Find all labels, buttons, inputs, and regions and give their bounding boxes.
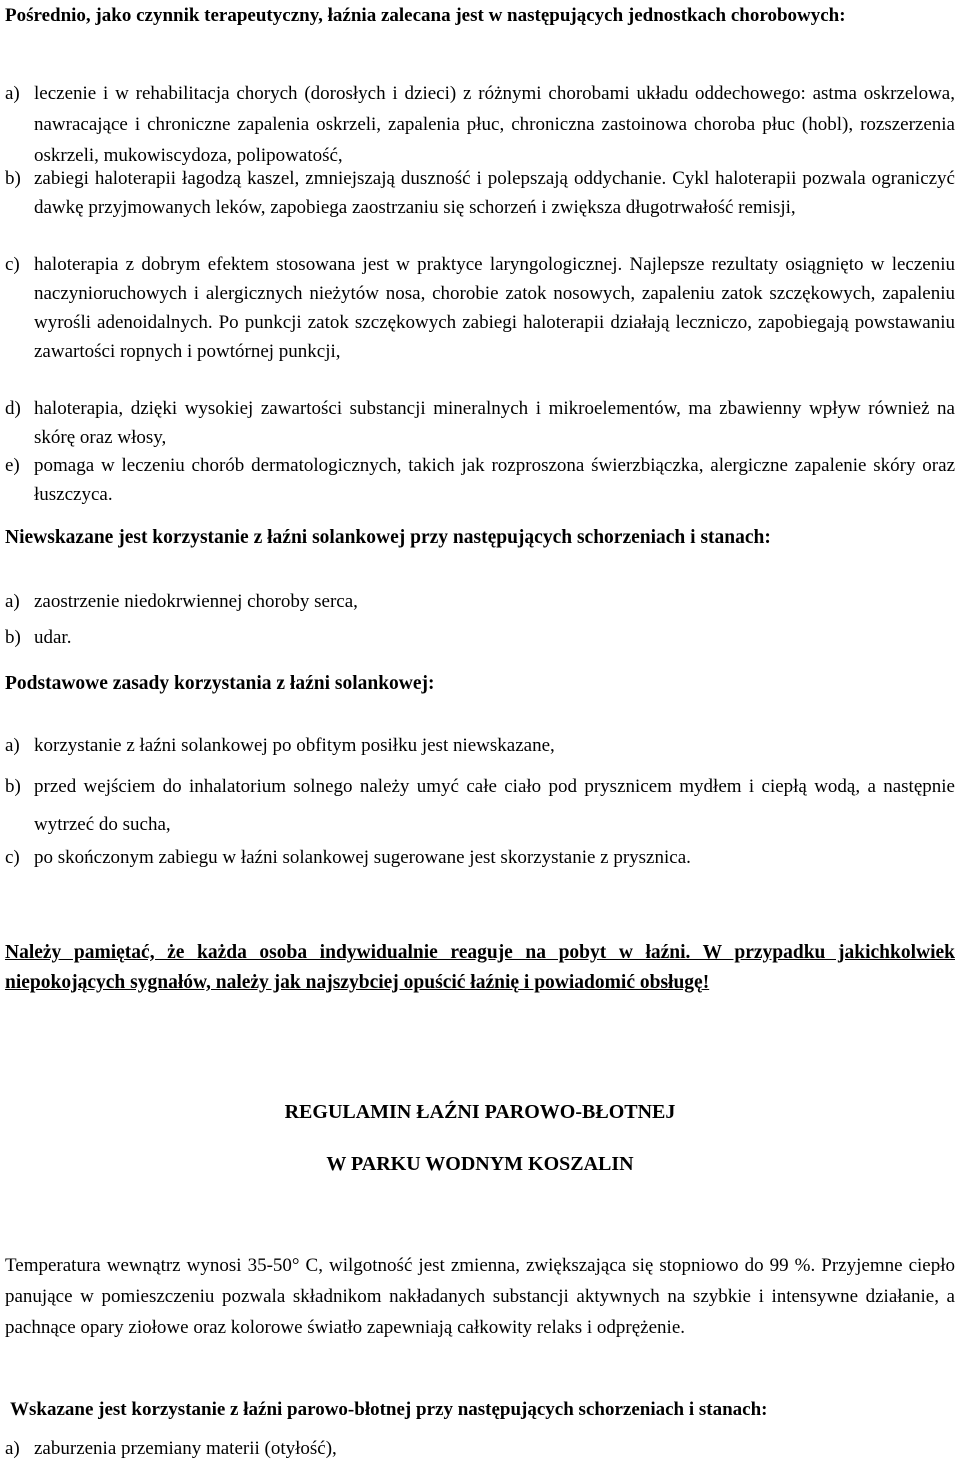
item-text: po skończonym zabiegu w łaźni solankowej sugerowane jest skorzystanie z prysznica.	[34, 847, 691, 868]
item-text: przed wejściem do inhalatorium solnego należy umyć całe ciało pod prysznicem mydłem i ciepłą wodą, a następnie wytrzeć do sucha,	[34, 776, 955, 835]
contraindications-heading: Niewskazane jest korzystanie z łaźni solankowej przy następujących schorzeniach i stanach:	[5, 527, 771, 548]
mud-item-a	[5, 1434, 955, 1464]
indication-item-a	[5, 78, 955, 171]
mud-indications-heading: Wskazane jest korzystanie z łaźni parowo-błotnej przy następujących schorzeniach i stanach:	[10, 1399, 768, 1420]
item-text: zaburzenia przemiany materii (otyłość),	[34, 1438, 337, 1459]
warning-notice: Należy pamiętać, że każda osoba indywidualnie reaguje na pobyt w łaźni. W przypadku jakichkolwiek niepokojących sygnałów, należy jak najszybciej opuścić łaźnię i powiadomić obsługę!	[5, 942, 955, 993]
contra-item-b	[5, 623, 955, 653]
item-text: haloterapia, dzięki wysokiej zawartości substancji mineralnych i mikroelementów, ma zbawienny wpływ również na skórę oraz włosy,	[34, 398, 955, 448]
description-paragraph: Temperatura wewnątrz wynosi 35-50° C, wilgotność jest zmienna, zwiększająca się stopniowo do 99 %. Przyjemne ciepło panujące w pomieszczeniu pozwala składnikom nakładanych substancji aktywnych na szybkie i intensywne działanie, a pachnące opary ziołowe oraz kolorowe światło zapewniają całkowity relaks i odprężenie.	[5, 1255, 955, 1338]
rules-heading: Podstawowe zasady korzystania z łaźni solankowej:	[5, 673, 435, 694]
item-label: b)	[5, 627, 21, 648]
item-label: e)	[5, 455, 20, 476]
rule-item-c	[5, 843, 955, 873]
item-text: haloterapia z dobrym efektem stosowana jest w praktyce laryngologicznej. Najlepsze rezultaty osiągnięto w leczeniu naczynioruchowych i alergicznych nieżytów nosa, chorobie zatok nosowych, zapaleniu zatok szczękowych, zapaleniu wyrośli adenoidalnych. Po punkcji zatok szczękowych zabiegi haloterapii działają leczniczo, zapobiegają powstawaniu zawartości ropnych i powtórnej punkcji,	[34, 254, 955, 362]
rule-item-a	[5, 731, 955, 761]
title-line-1: REGULAMIN ŁAŹNI PAROWO-BŁOTNEJ	[284, 1101, 676, 1123]
item-text: pomaga w leczeniu chorób dermatologicznych, takich jak rozproszona świerzbiączka, alergiczne zapalenie skóry oraz łuszczyca.	[34, 455, 955, 505]
item-label: a)	[5, 1438, 20, 1459]
item-label: a)	[5, 591, 20, 612]
contra-item-a	[5, 587, 955, 617]
item-label: b)	[5, 776, 21, 797]
intro-paragraph: Pośrednio, jako czynnik terapeutyczny, łaźnia zalecana jest w następujących jednostkach chorobowych:	[5, 5, 846, 26]
item-label: a)	[5, 735, 20, 756]
item-label: a)	[5, 83, 20, 104]
item-text: leczenie i w rehabilitacja chorych (dorosłych i dzieci) z różnymi chorobami układu oddechowego: astma oskrzelowa, nawracające i chroniczne zapalenia oskrzeli, zapalenia płuc, chroniczna zastoinowa choroba płuc (hobl), rozszerzenia oskrzeli, mukowiscydoza, polipowatość,	[34, 83, 955, 166]
item-label: b)	[5, 168, 21, 189]
indication-item-d	[5, 394, 955, 452]
rule-item-b	[5, 768, 955, 844]
item-label: d)	[5, 398, 21, 419]
title-line-2: W PARKU WODNYM KOSZALIN	[326, 1153, 634, 1175]
item-text: zaostrzenie niedokrwiennej choroby serca,	[34, 591, 358, 612]
indication-item-c	[5, 250, 955, 366]
indication-item-b	[5, 164, 955, 222]
item-text: udar.	[34, 627, 72, 648]
item-text: korzystanie z łaźni solankowej po obfitym posiłku jest niewskazane,	[34, 735, 555, 756]
item-label: c)	[5, 254, 20, 275]
item-label: c)	[5, 847, 20, 868]
item-text: zabiegi haloterapii łagodzą kaszel, zmniejszają duszność i polepszają oddychanie. Cykl haloterapii pozwala ograniczyć dawkę przyjmowanych leków, zapobiega zaostrzaniu się schorzeń i zwiększa długotrwałość remisji,	[34, 168, 955, 218]
indication-item-e	[5, 451, 955, 509]
